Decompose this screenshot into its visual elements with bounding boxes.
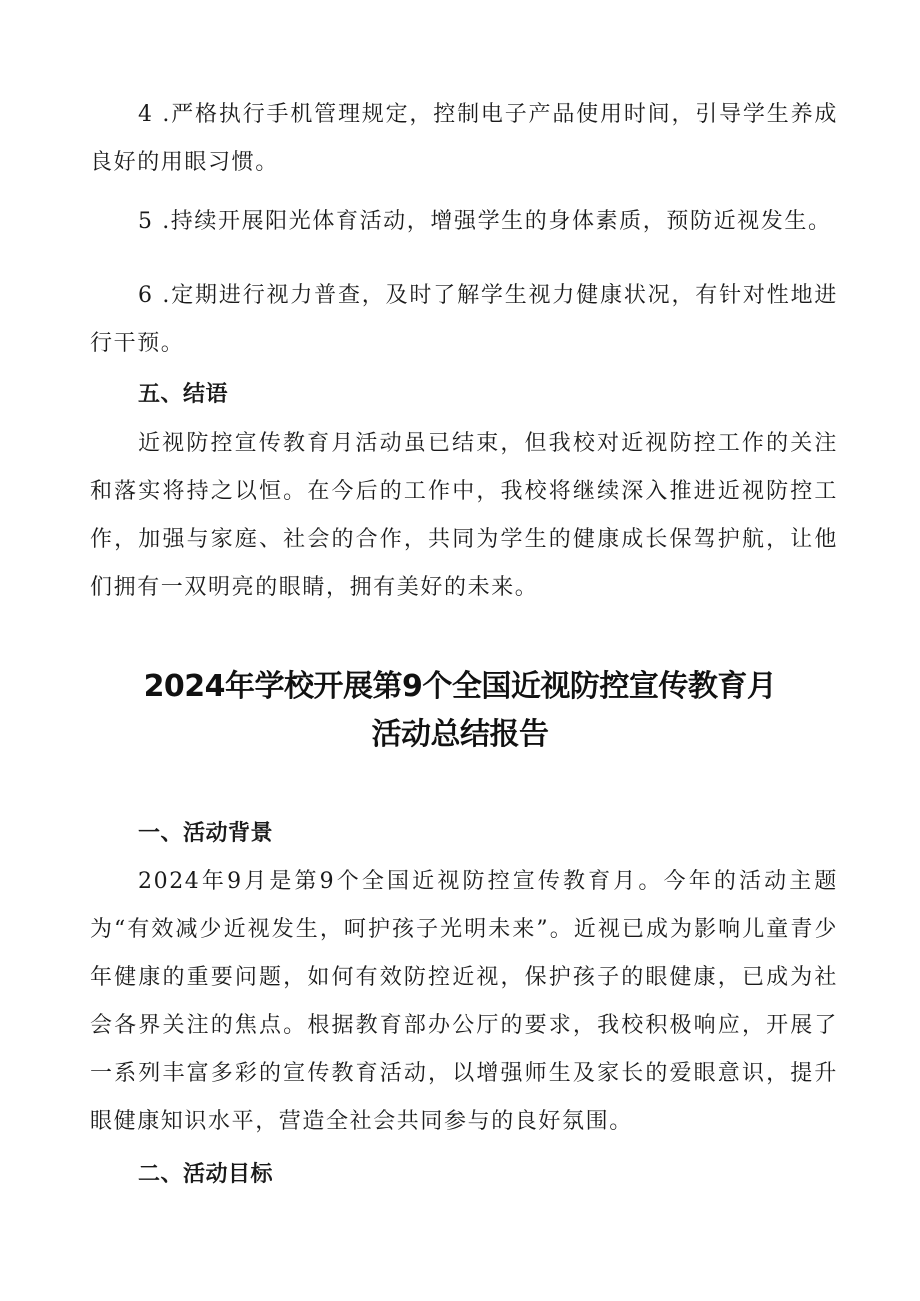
goals-heading: 二、活动目标 (138, 1162, 274, 1187)
background-paragraph: 2024年9月是第9个全国近视防控宣传教育月。今年的活动主题为“有效减少近视发生，呵护孩子光明未来”。近视已成为影响儿童青少年健康的重要问题，如何有效防控近视，保护孩子的眼健康，已成为社会各界关注的焦点。根据教育部办公厅的要求，我校积极响应，开展了一系列丰富多彩的宣传教育活动，以增强师生及家长的爱眼意识，提升眼健康知识水平，营造全社会共同参与的良好氛围。 (90, 869, 838, 1134)
report-title-line-1: 2024年学校开展第9个全国近视防控宣传教育月 (143, 669, 777, 704)
measure-item-4: 4 .严格执行手机管理规定，控制电子产品使用时间，引导学生养成良好的用眼习惯。 (90, 102, 838, 175)
report-title-line-2: 活动总结报告 (371, 717, 549, 752)
conclusion-heading: 五、结语 (138, 382, 229, 407)
report-title (60, 663, 860, 759)
measure-item-5: 5 .持续开展阳光体育活动，增强学生的身体素质，预防近视发生。 (138, 209, 832, 234)
measure-item-6: 6 .定期进行视力普查，及时了解学生视力健康状况，有针对性地进行干预。 (90, 283, 838, 356)
background-heading: 一、活动背景 (138, 821, 274, 846)
conclusion-paragraph: 近视防控宣传教育月活动虽已结束，但我校对近视防控工作的关注和落实将持之以恒。在今后的工作中，我校将继续深入推进近视防控工作，加强与家庭、社会的合作，共同为学生的健康成长保驾护航，让他们拥有一双明亮的眼睛，拥有美好的未来。 (90, 431, 838, 600)
